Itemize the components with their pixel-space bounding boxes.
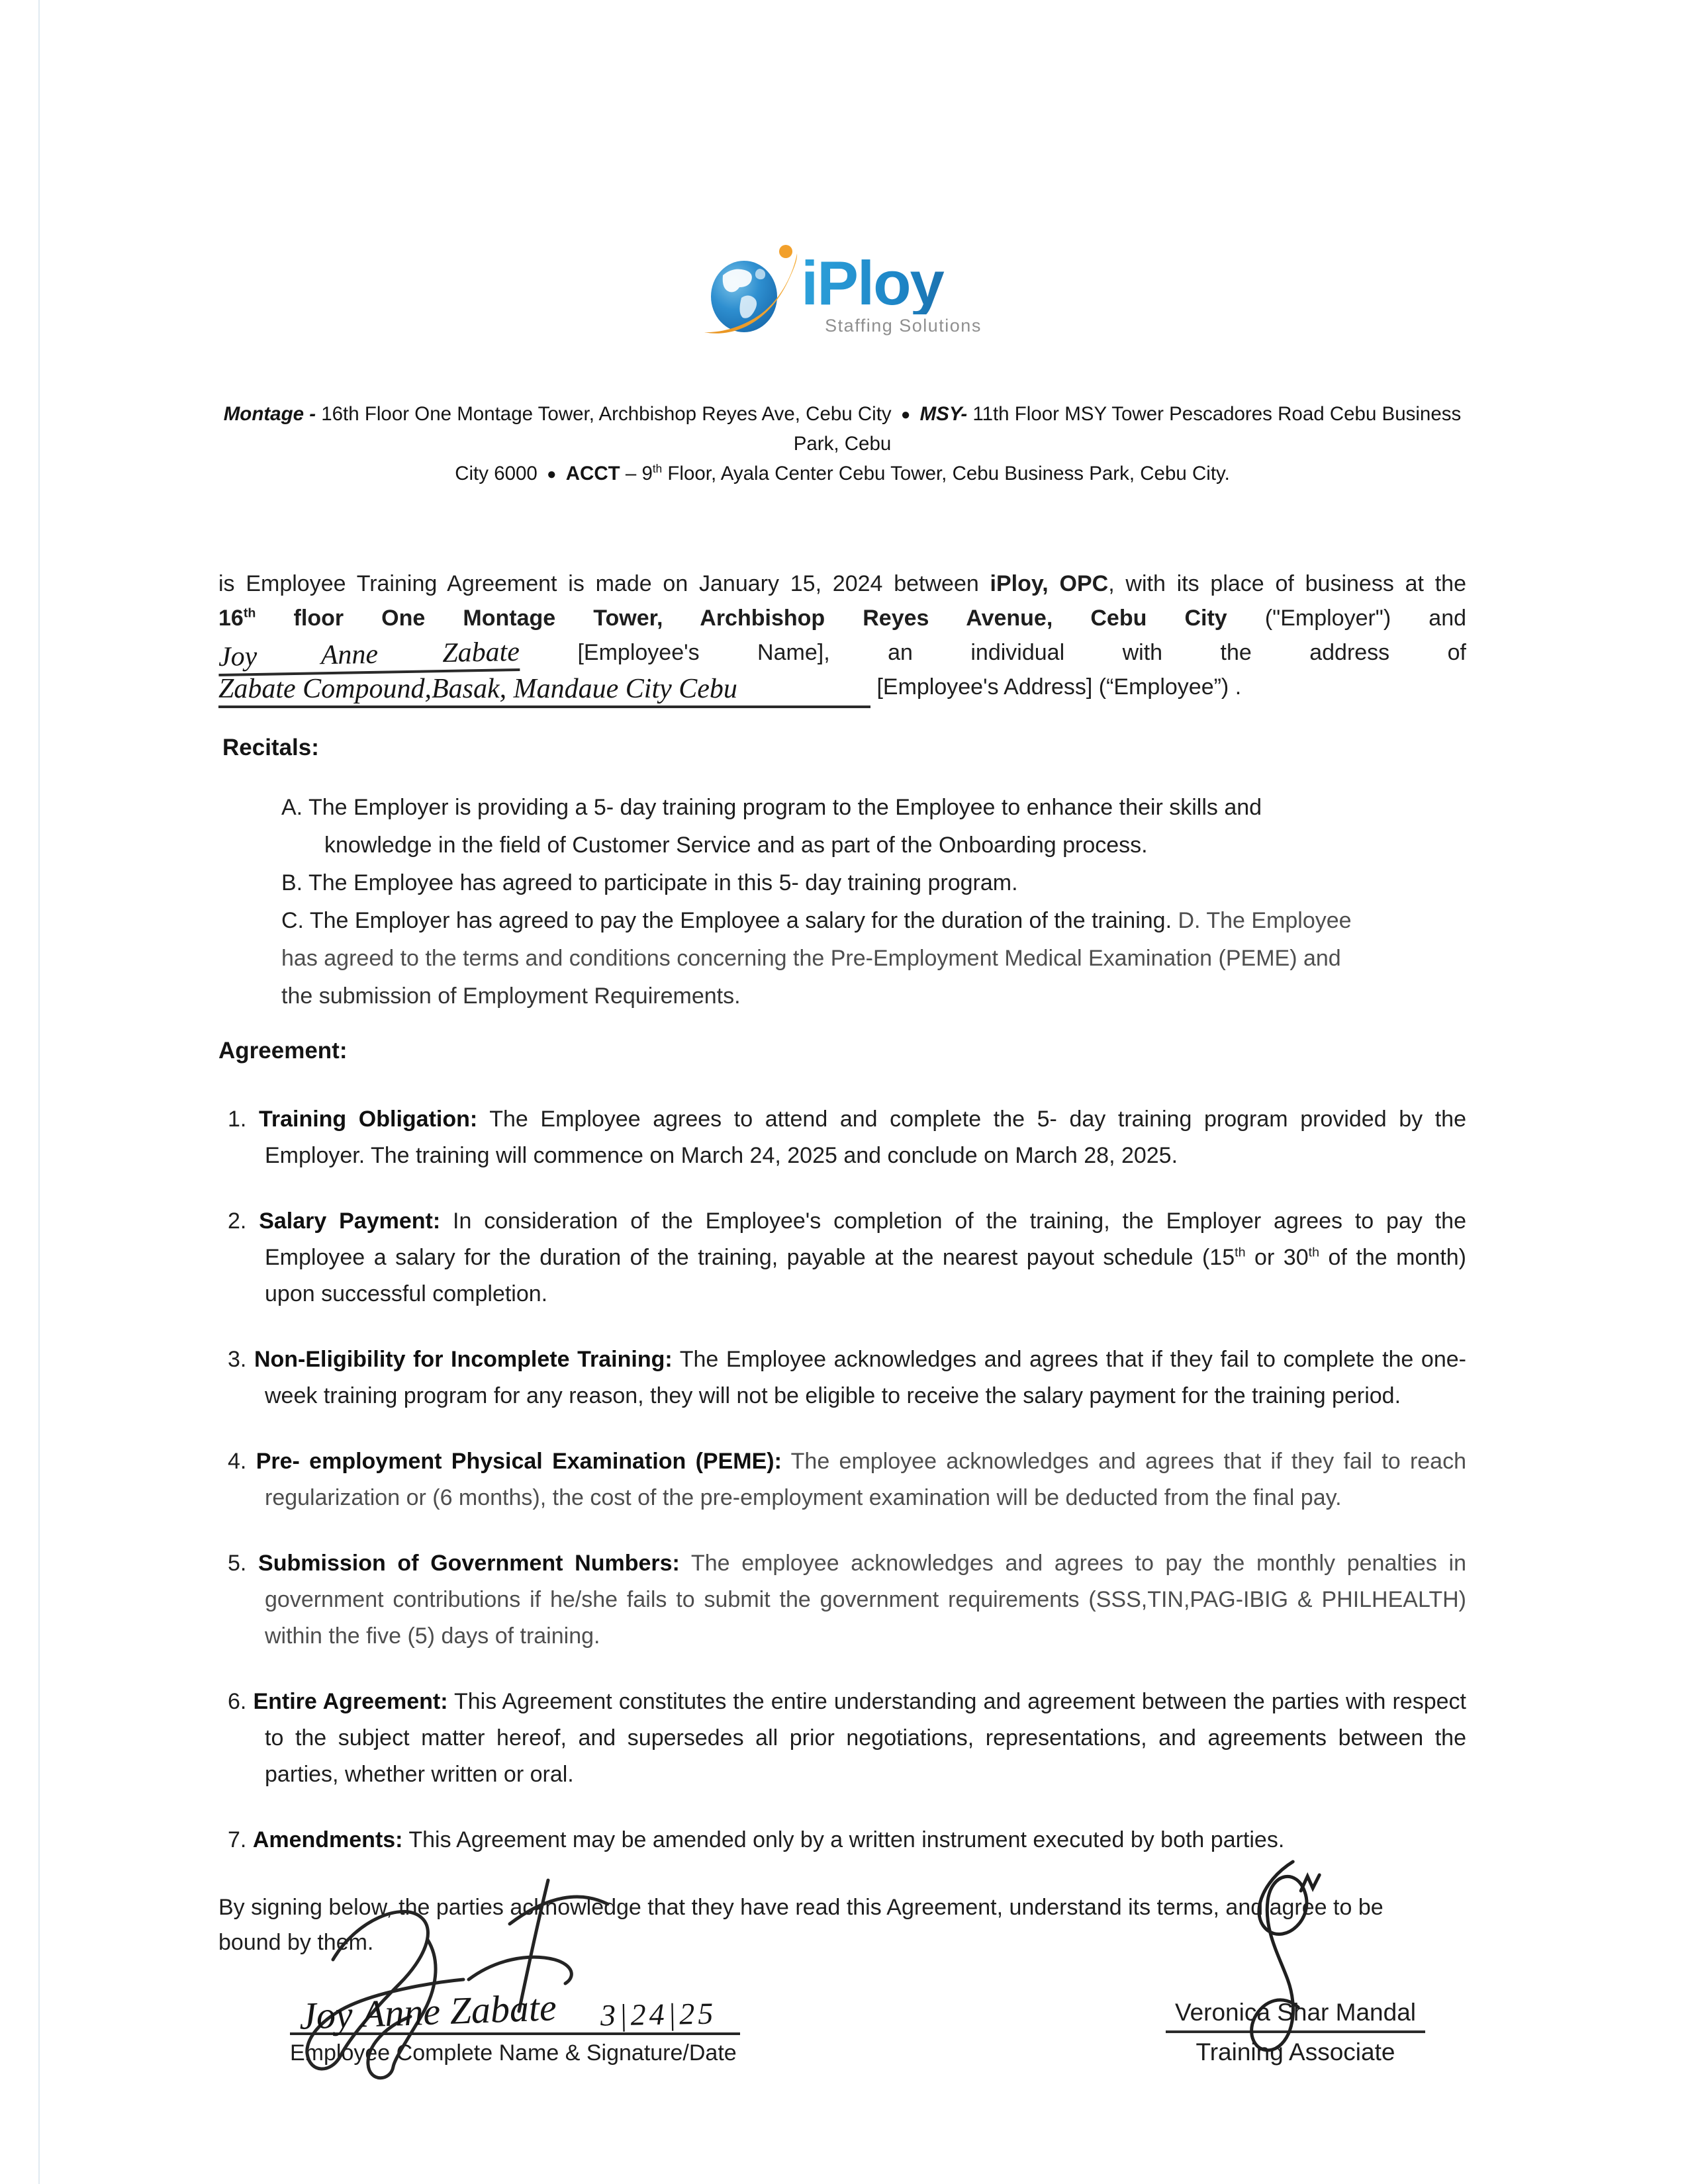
recitals-heading: Recitals: (222, 735, 319, 761)
item-label: Salary Payment: (259, 1208, 441, 1234)
intro-text-run: [Employee's Name], an individual with the address of (577, 640, 1466, 666)
intro-line-4 (218, 670, 1466, 704)
office-address-line-1 (218, 400, 1466, 459)
recital-d-text: D. The Employee (1178, 908, 1352, 934)
employee-address-handwritten: Zabate Compound,Basak, Mandaue City Cebu (218, 675, 870, 708)
employee-name-handwritten: Joy Anne Zabate (218, 639, 520, 677)
item-number: 5. (228, 1551, 247, 1576)
item-label: Training Obligation: (258, 1107, 478, 1132)
intro-text-run: [Employee's Address] (“Employee”) . (876, 674, 1242, 700)
recital-c-text: C. The Employer has agreed to pay the Employee a salary for the duration of the training. (281, 908, 1178, 934)
address-msy-text: 11th Floor MSY Tower Pescadores Road Cebu Business Park, Cebu (793, 403, 1462, 455)
intro-paragraph (218, 567, 1466, 704)
intro-line-2 (218, 601, 1466, 635)
recital-d-line-2: has agreed to the terms and conditions concerning the Pre-Employment Medical Examination (PEME) and (281, 946, 1341, 972)
item-body: This Agreement constitutes the entire understanding and agreement between the parties with respect to the subject matter hereof, and supersedes all prior negotiations, representations, and agreements between the parties, whether written or oral. (265, 1689, 1466, 1788)
agreement-item-7 (228, 1822, 1466, 1858)
signature-section (218, 1983, 1466, 2066)
trainer-title: Training Associate (1196, 2038, 1395, 2066)
address-acct-text: Floor, Ayala Center Cebu Tower, Cebu Business Park, Cebu City. (667, 462, 1230, 484)
item-number: 1. (228, 1107, 247, 1132)
item-body: The Employee agrees to attend and complete the 5- day training program provided by the Employer. The training will commence on March 24, 2025 and conclude on March 28, 2025. (265, 1107, 1466, 1169)
item-number: 3. (228, 1347, 247, 1373)
item-body: of the month) upon successful completion. (265, 1245, 1466, 1307)
closing-statement: By signing below, the parties acknowledge that they have read this Agreement, understand its terms, and agree to be bound by them. (218, 1895, 1383, 1956)
item-number: 6. (228, 1689, 247, 1715)
item-label: Submission of Government Numbers: (258, 1551, 680, 1576)
intro-text-run: 16 (218, 606, 244, 631)
recital-b: B. The Employee has agreed to participate in this 5- day training program. (281, 870, 1018, 896)
item-body: or 30 (1245, 1245, 1309, 1271)
item-number: 4. (228, 1449, 247, 1475)
trainer-signature-block (1166, 1999, 1425, 2066)
agreement-heading: Agreement: (218, 1038, 348, 1064)
intro-text-run: , with its place of business at the (1108, 571, 1466, 597)
ordinal-superscript: th (243, 606, 256, 621)
recital-c-line-1 (281, 902, 1466, 940)
item-body: The Employee acknowledges and agrees that if they fail to complete the one-week training program for any reason, they will not be eligible to receive the salary payment for the training period. (265, 1347, 1466, 1409)
ordinal-superscript: th (652, 462, 663, 475)
item-label: Non-Eligibility for Incomplete Training: (254, 1347, 673, 1373)
globe-swoosh-icon (703, 244, 808, 344)
agreement-item-6 (228, 1684, 1466, 1793)
intro-line-1 (218, 567, 1466, 601)
office-address-line-2 (218, 459, 1466, 489)
intro-text-run: is Employee Training Agreement is made on January 15, 2024 between (218, 571, 979, 597)
ordinal-superscript: th (1308, 1246, 1320, 1261)
item-body: In consideration of the Employee's completion of the training, the Employer agrees to pay the Employee a salary for the duration of the training, payable at the nearest payout schedule (15 (265, 1208, 1466, 1271)
ordinal-superscript: th (1235, 1246, 1246, 1261)
recital-a-line-2: knowledge in the field of Customer Service and as part of the Onboarding process. (324, 833, 1148, 858)
trainer-name: Veronica Shar Mandal (1166, 1999, 1425, 2033)
item-body: The employee acknowledges and agrees that if they fail to reach regularization or (6 months), the cost of the pre-employment examination will be deducted from the final pay. (265, 1449, 1466, 1511)
agreement-item-2 (228, 1203, 1466, 1312)
recitals-section (218, 789, 1466, 1015)
agreement-item-1 (228, 1101, 1466, 1174)
recital-d-line-3: the submission of Employment Requirements. (281, 983, 741, 1009)
address-city-zip: City 6000 (455, 462, 538, 484)
agreement-item-3 (228, 1342, 1466, 1414)
employee-signature-line (290, 1983, 740, 2038)
item-body: This Agreement may be amended only by a written instrument executed by both parties. (408, 1827, 1285, 1853)
scan-artifact-line (38, 0, 40, 2184)
employee-signature-name: Joy Anne Zabate (298, 1985, 557, 2038)
intro-text-run: floor One Montage Tower, Archbishop Reyes Avenue, Cebu City (293, 606, 1227, 631)
address-montage-text: 16th Floor One Montage Tower, Archbishop Reyes Ave, Cebu City (321, 403, 892, 425)
employee-signature-block (290, 1983, 740, 2066)
item-number: 2. (228, 1208, 247, 1234)
address-acct-label: ACCT (565, 462, 620, 484)
employee-signature-label: Employee Complete Name & Signature/Date (290, 2040, 737, 2066)
item-label: Entire Agreement: (253, 1689, 448, 1715)
agreement-item-4 (228, 1443, 1466, 1516)
intro-text-run: ("Employer") and (1264, 606, 1467, 631)
address-acct-pre: – 9 (625, 462, 653, 484)
address-montage-label: Montage - (223, 403, 316, 425)
item-label: Pre- employment Physical Examination (PEME): (256, 1449, 782, 1475)
brand-tagline: Staffing Solutions (825, 315, 982, 336)
item-number: 7. (228, 1827, 247, 1853)
bullet-separator: ● (547, 465, 557, 483)
office-address (218, 400, 1466, 488)
recital-a-line-1: A. The Employer is providing a 5- day training program to the Employee to enhance their skills and (281, 795, 1262, 821)
intro-line-3 (218, 635, 1466, 673)
logo-person-icon (779, 245, 792, 258)
company-logo (218, 244, 1466, 344)
item-body: The employee acknowledges and agrees to pay the monthly penalties in government contributions if he/she fails to submit the government requirements (SSS,TIN,PAG-IBIG & PHILHEALTH) within the five (5) days of training. (265, 1551, 1466, 1649)
agreement-item-5 (228, 1545, 1466, 1655)
brand-name: iPloy (801, 252, 982, 314)
employer-address-bold (218, 606, 1227, 631)
bullet-separator: ● (900, 405, 911, 424)
employer-name: iPloy, OPC (990, 571, 1109, 597)
address-msy-label: MSY- (919, 403, 968, 425)
employee-signature-date: 3|24|25 (600, 1996, 717, 2033)
item-label: Amendments: (252, 1827, 403, 1853)
